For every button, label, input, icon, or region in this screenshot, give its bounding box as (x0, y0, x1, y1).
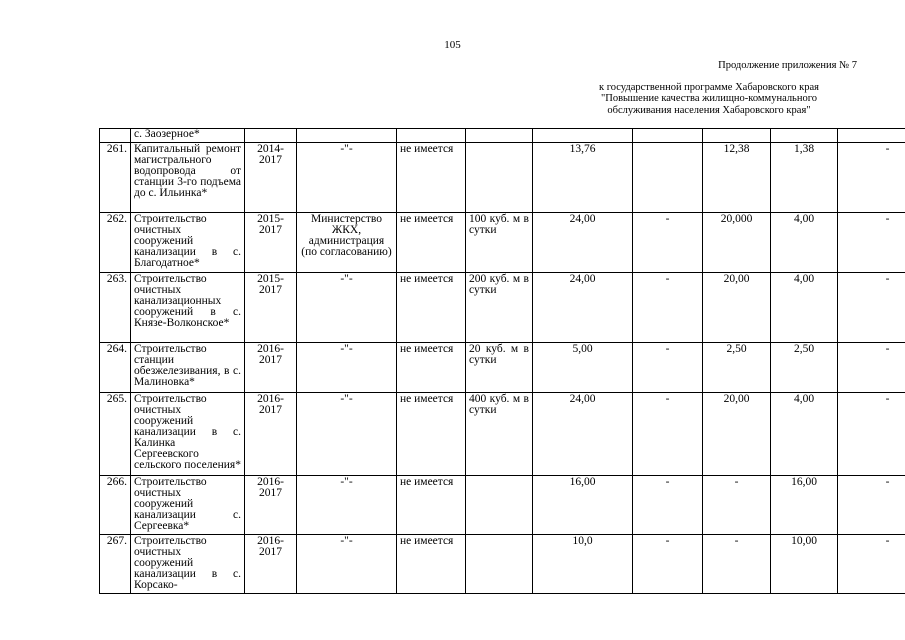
cell-col1: - (633, 535, 703, 594)
cell-col3: 4,00 (771, 273, 838, 343)
cell-name: Строительство очистных сооружений канализации в с. Корсако- (131, 535, 245, 594)
cell-project-docs: не имеется (397, 143, 466, 213)
cell-col3: 16,00 (771, 476, 838, 535)
cell-project-docs: не имеется (397, 535, 466, 594)
cell-project-docs: не имеется (397, 476, 466, 535)
table-row (100, 143, 905, 213)
cell-capacity (466, 476, 533, 535)
cell-total: 24,00 (533, 213, 633, 273)
cell-num: 263. (100, 273, 131, 343)
cell-name: с. Заозерное* (131, 129, 245, 143)
cell-col1: - (633, 273, 703, 343)
cell-col4: - (838, 273, 905, 343)
cell-project-docs: не имеется (397, 213, 466, 273)
cell-capacity: 400 куб. м в сутки (466, 393, 533, 476)
program-table (99, 128, 905, 594)
cell-num: 264. (100, 343, 131, 393)
appendix-line-3: обслуживания населения Хабаровского края" (607, 104, 811, 116)
cell-num: 265. (100, 393, 131, 476)
cell-col3: 1,38 (771, 143, 838, 213)
cell-num: 266. (100, 476, 131, 535)
cell-col2: - (703, 535, 771, 594)
cell-num: 267. (100, 535, 131, 594)
cell-project-docs: не имеется (397, 393, 466, 476)
cell-years: 2016-2017 (245, 476, 297, 535)
cell-num: 261. (100, 143, 131, 213)
cell-col4: - (838, 393, 905, 476)
table-row-fragment (100, 129, 905, 143)
table-row (100, 273, 905, 343)
cell-executor: -"- (297, 143, 397, 213)
cell-name: Строительство очистных канализационных сооружений в с. Князе-Волконское* (131, 273, 245, 343)
cell-col1: - (633, 476, 703, 535)
cell-col4: - (838, 343, 905, 393)
cell-col1 (633, 143, 703, 213)
cell-col2: 2,50 (703, 343, 771, 393)
table-row (100, 343, 905, 393)
cell-col2: 20,000 (703, 213, 771, 273)
cell-years: 2016-2017 (245, 393, 297, 476)
cell-col2: 12,38 (703, 143, 771, 213)
cell-num (100, 129, 131, 143)
cell-col4: - (838, 213, 905, 273)
cell-col4: - (838, 476, 905, 535)
cell-capacity: 200 куб. м в сутки (466, 273, 533, 343)
cell-col4: - (838, 535, 905, 594)
cell-col2: - (703, 476, 771, 535)
cell-name: Капитальный ремонт магистрального водопровода от станции 3-го подъема до с. Ильинка* (131, 143, 245, 213)
cell-years: 2016-2017 (245, 535, 297, 594)
cell-col2: 20,00 (703, 273, 771, 343)
cell-col3: 10,00 (771, 535, 838, 594)
cell-col1: - (633, 343, 703, 393)
cell-col1: - (633, 213, 703, 273)
cell-col1: - (633, 393, 703, 476)
cell-executor: -"- (297, 393, 397, 476)
page-number: 105 (444, 39, 461, 51)
cell-capacity: 100 куб. м в сутки (466, 213, 533, 273)
cell-num: 262. (100, 213, 131, 273)
cell-capacity (466, 535, 533, 594)
cell-years: 2015-2017 (245, 213, 297, 273)
cell-executor: -"- (297, 273, 397, 343)
cell-years: 2014-2017 (245, 143, 297, 213)
cell-total: 24,00 (533, 273, 633, 343)
cell-total: 10,0 (533, 535, 633, 594)
cell-years: 2015-2017 (245, 273, 297, 343)
appendix-line-2: "Повышение качества жилищно-коммунального (600, 93, 818, 104)
cell-col3: 4,00 (771, 213, 838, 273)
cell-total: 16,00 (533, 476, 633, 535)
table-row (100, 213, 905, 273)
cell-name: Строительство очистных сооружений канализации в с. Благодатное* (131, 213, 245, 273)
cell-col3: 2,50 (771, 343, 838, 393)
cell-name: Строительство очистных сооружений канализации в с. Калинка Сергеевского сельского поселения* (131, 393, 245, 476)
cell-col3: 4,00 (771, 393, 838, 476)
cell-capacity: 20 куб. м в сутки (466, 343, 533, 393)
cell-project-docs: не имеется (397, 273, 466, 343)
cell-capacity (466, 143, 533, 213)
cell-total: 24,00 (533, 393, 633, 476)
cell-col2: 20,00 (703, 393, 771, 476)
appendix-header (559, 60, 859, 116)
cell-executor: Министерство ЖКХ, администрация (по согласованию) (297, 213, 397, 273)
cell-name: Строительство очистных сооружений канализации с. Сергеевка* (131, 476, 245, 535)
cell-col4: - (838, 143, 905, 213)
cell-total: 13,76 (533, 143, 633, 213)
cell-total: 5,00 (533, 343, 633, 393)
appendix-line-1: к государственной программе Хабаровского края (599, 81, 819, 93)
cell-name: Строительство станции обезжелезивания, в с. Малиновка* (131, 343, 245, 393)
table-row (100, 393, 905, 476)
table-row (100, 535, 905, 594)
cell-project-docs: не имеется (397, 343, 466, 393)
cell-executor: -"- (297, 535, 397, 594)
cell-years: 2016-2017 (245, 343, 297, 393)
appendix-continuation: Продолжение приложения № 7 (718, 60, 857, 71)
cell-executor: -"- (297, 476, 397, 535)
table-row (100, 476, 905, 535)
cell-executor: -"- (297, 343, 397, 393)
